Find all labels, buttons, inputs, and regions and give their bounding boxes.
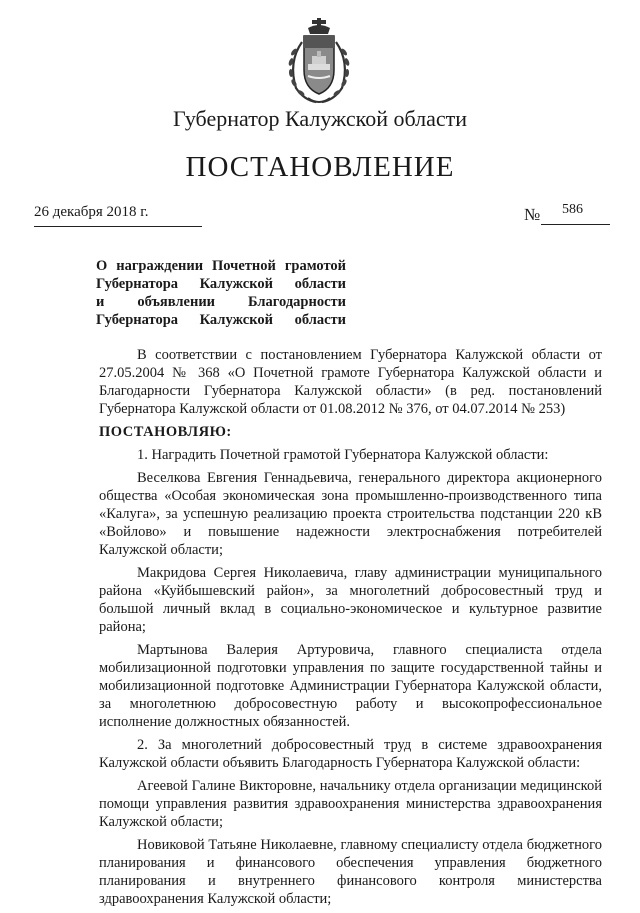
document-body — [99, 346, 602, 913]
preamble-paragraph: В соответствии с постановлением Губернатора Калужской области от 27.05.2004 № 368 «О Почетной грамоте Губернатора Калужской области и Благодарности Губернатора Калужской области» (в ред. постановлений Губернатора Калужской области от 01.08.2012 № 376, от 04.07.2014 № 253) — [99, 347, 602, 417]
document-subject — [96, 257, 346, 329]
subject-word: О — [96, 258, 108, 274]
subject-line — [96, 275, 346, 293]
item-2-paragraph: 2. За многолетний добросовестный труд в системе здравоохранения Калужской области объявить Благодарность Губернатора Калужской области: — [99, 737, 602, 771]
number-underline — [541, 224, 610, 225]
subject-word: Почетной — [212, 258, 276, 274]
subject-word: Губернатора — [96, 312, 179, 328]
subject-word: области — [294, 312, 346, 328]
award-paragraph: Мартынова Валерия Артуровича, главного специалиста отдела мобилизационной подготовки управления по защите государственной тайны и мобилизационной подготовке Администрации Губернатора Калужской области, за многолетнюю добросовестную работу и высокопрофессиональное исполнение должностных обязанностей. — [99, 642, 602, 730]
document-date: 26 декабря 2018 г. — [34, 204, 149, 220]
date-underline — [34, 226, 202, 227]
subject-word: и — [96, 294, 105, 310]
subject-word: грамотой — [284, 258, 346, 274]
subject-line — [96, 257, 346, 275]
subject-word: области — [294, 276, 346, 292]
award-paragraph: Веселкова Евгения Геннадьевича, генерального директора акционерного общества «Особая экономическая зона промышленно-производственного типа «Калуга», за успешную реализацию проекта строительства подстанции 220 кВ «Войлово» и повышение надежности электроснабжения потребителей Калужской области; — [99, 470, 602, 558]
subject-word: Благодарности — [247, 294, 346, 310]
subject-line — [96, 311, 346, 329]
kaluga-coat-of-arms-icon — [282, 18, 356, 106]
item-1-paragraph: 1. Наградить Почетной грамотой Губернатора Калужской области: — [137, 447, 549, 463]
document-number: 586 — [562, 202, 583, 217]
subject-word: награждении — [116, 258, 204, 274]
subject-word: Губернатора — [96, 276, 179, 292]
gratitude-paragraph: Новиковой Татьяне Николаевне, главному специалисту отдела бюджетного планирования и финансового обеспечения управления бюджетного планирования и внутреннего финансового контроля министерства здравоохранения Калужской области; — [99, 837, 602, 907]
gratitude-paragraph: Агеевой Галине Викторовне, начальнику отдела организации медицинской помощи управления развития здравоохранения министерства здравоохранения Калужской области; — [99, 778, 602, 830]
subject-line — [96, 293, 346, 311]
number-label: № — [524, 205, 541, 224]
issuer-title: Губернатор Калужской области — [172, 106, 468, 131]
resolve-heading: ПОСТАНОВЛЯЮ: — [99, 424, 232, 440]
subject-word: Калужской — [199, 276, 273, 292]
award-paragraph: Макридова Сергея Николаевича, главу администрации муниципального района «Куйбышевский район», за многолетний добросовестный труд и большой личный вклад в социально-экономическое и культурное развитие района; — [99, 565, 602, 635]
document-type-title: ПОСТАНОВЛЕНИЕ — [185, 151, 455, 183]
subject-word: объявлении — [137, 294, 216, 310]
subject-word: Калужской — [199, 312, 273, 328]
